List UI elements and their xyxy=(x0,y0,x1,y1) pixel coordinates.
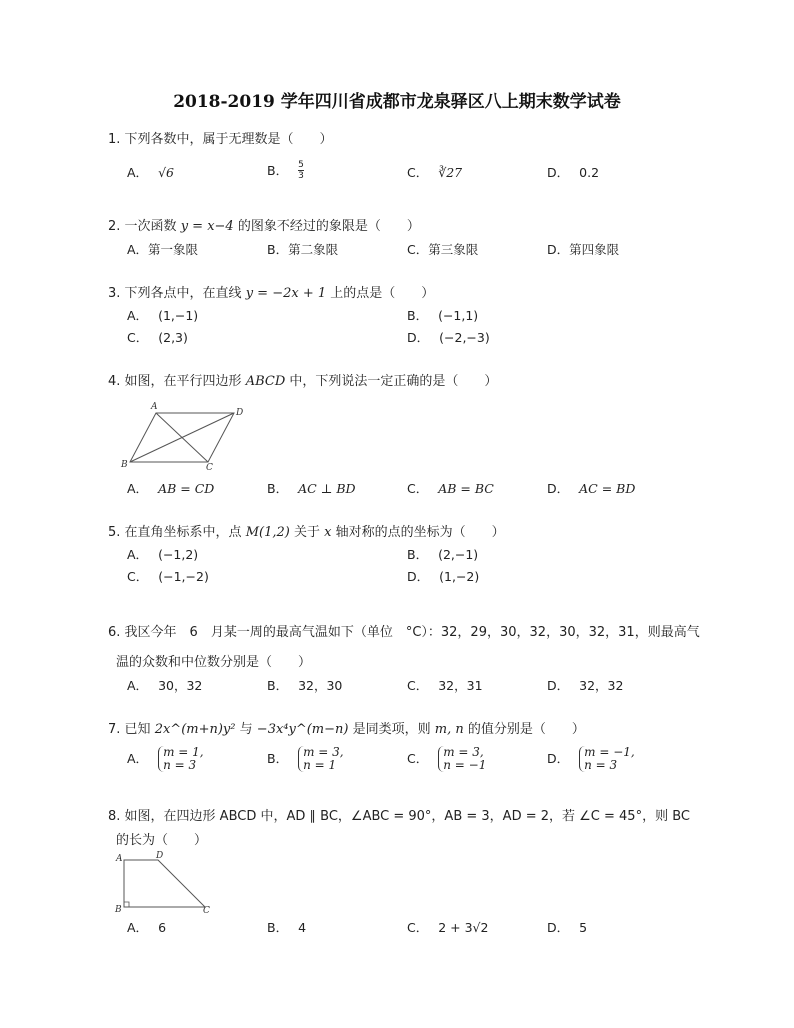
fraction-numerator: 5 xyxy=(298,160,304,170)
question-6-continued: 温的众数和中位数分别是（ ） xyxy=(116,655,312,670)
question-stem: 中，下列说法一定正确的是（ ） xyxy=(289,374,498,389)
option-text: 6 xyxy=(158,920,167,935)
q7-option-b[interactable] xyxy=(267,746,344,772)
option-label: C． xyxy=(127,330,149,345)
question-stem: 是同类项，则 xyxy=(352,722,431,737)
option-text: (2,3) xyxy=(158,330,188,345)
q2-option-b[interactable]: B．第二象限 xyxy=(267,242,339,257)
system-line: n = 1 xyxy=(303,758,337,772)
option-label: D． xyxy=(547,920,570,935)
question-8-continued: 的长为（ ） xyxy=(116,833,208,848)
option-label: A． xyxy=(127,678,149,693)
option-label: A． xyxy=(127,165,149,180)
q6-option-b[interactable] xyxy=(267,677,342,695)
option-label: C． xyxy=(407,920,429,935)
equation: y = −2x + 1 xyxy=(245,286,327,301)
q5-option-a[interactable] xyxy=(127,546,198,564)
option-text: 2 + 3√2 xyxy=(438,920,489,935)
option-text: 30，32 xyxy=(158,678,203,693)
equation-system xyxy=(579,746,635,772)
vertex-label-c: C xyxy=(206,463,213,473)
option-text: 32，31 xyxy=(438,678,483,693)
option-text: AB = CD xyxy=(158,481,215,496)
option-label: D． xyxy=(407,569,430,584)
question-3 xyxy=(108,285,434,303)
option-text: ∛27 xyxy=(438,165,463,180)
question-stem: 如图，在四边形 ABCD 中，AD ∥ BC，∠ABC = 90°，AB = 3，AD = 2，若 ∠C = 45°，则 BC xyxy=(124,809,690,824)
option-label: B． xyxy=(267,678,289,693)
q3-option-d[interactable] xyxy=(407,329,490,347)
question-stem: 上的点是（ ） xyxy=(330,286,435,301)
q4-option-a[interactable] xyxy=(127,480,214,498)
vertex-label-d: D xyxy=(236,408,244,418)
option-label: A． xyxy=(127,751,149,766)
option-label: C． xyxy=(407,165,429,180)
trapezoid-outline xyxy=(124,860,205,907)
q8-option-b[interactable] xyxy=(267,919,306,937)
option-label: A． xyxy=(127,920,149,935)
option-text: AB = BC xyxy=(438,481,494,496)
option-text: 4 xyxy=(298,920,307,935)
equation-system xyxy=(298,746,344,772)
equation: y = x−4 xyxy=(180,219,234,234)
q2-option-c[interactable]: C．第三象限 xyxy=(407,242,479,257)
equation: M(1,2) xyxy=(245,525,290,540)
system-line: n = 3 xyxy=(584,758,618,772)
question-stem: 我区今年 6 月某一周的最高气温如下（单位 °C）：32，29，30，32，30，32，31，则最高气 xyxy=(124,625,700,640)
equation-system xyxy=(158,746,204,772)
question-number: 6. xyxy=(108,625,121,640)
question-stem: 的值分别是（ ） xyxy=(467,722,585,737)
option-text: √6 xyxy=(158,165,174,180)
option-text: 32，30 xyxy=(298,678,343,693)
question-number: 1. xyxy=(108,132,121,147)
q5-option-b[interactable] xyxy=(407,546,478,564)
option-label: B． xyxy=(407,308,429,323)
question-2 xyxy=(108,218,420,236)
option-text: AC ⊥ BD xyxy=(298,481,356,496)
option-label: D． xyxy=(547,481,570,496)
q6-option-d[interactable] xyxy=(547,677,623,695)
option-label: B． xyxy=(407,547,429,562)
option-label: B． xyxy=(267,481,289,496)
question-stem: 如图，在平行四边形 xyxy=(124,374,242,389)
question-8 xyxy=(108,808,690,826)
equation: −3x⁴y^(m−n) xyxy=(256,722,349,737)
page-title: 2018-2019 学年四川省成都市龙泉驿区八上期末数学试卷 xyxy=(173,92,621,112)
question-stem: 轴对称的点的坐标为（ ） xyxy=(335,525,505,540)
vertex-label-d: D xyxy=(156,851,164,861)
system-line: n = 3 xyxy=(163,758,197,772)
option-text: (1,−2) xyxy=(439,569,480,584)
option-label: B． xyxy=(267,751,289,766)
parallelogram-figure xyxy=(118,400,258,472)
option-label: A． xyxy=(127,547,149,562)
equation: 2x^(m+n)y² xyxy=(154,722,236,737)
option-text: (−2,−3) xyxy=(439,330,490,345)
q3-option-c[interactable] xyxy=(127,329,188,347)
q1-option-b[interactable] xyxy=(267,160,304,181)
option-label: D． xyxy=(547,165,570,180)
option-text: (−1,2) xyxy=(158,547,199,562)
question-number: 5. xyxy=(108,525,121,540)
right-angle-mark xyxy=(124,902,129,907)
q1-option-d[interactable] xyxy=(547,164,599,182)
question-4 xyxy=(108,373,497,391)
equation-system xyxy=(438,746,486,772)
option-text: (−1,1) xyxy=(438,308,479,323)
q7-option-a[interactable] xyxy=(127,746,204,772)
q2-option-a[interactable]: A．第一象限 xyxy=(127,242,199,257)
question-stem: 下列各点中，在直线 xyxy=(124,286,242,301)
question-number: 2. xyxy=(108,219,121,234)
q3-option-b[interactable] xyxy=(407,307,478,325)
option-label: C． xyxy=(407,678,429,693)
question-5 xyxy=(108,524,505,542)
vertex-label-a: A xyxy=(151,402,158,412)
diagonal-bd xyxy=(130,413,234,462)
option-text: (−1,−2) xyxy=(158,569,209,584)
vertex-label-b: B xyxy=(115,905,122,915)
q8-option-c[interactable] xyxy=(407,919,488,937)
q8-option-d[interactable] xyxy=(547,919,587,937)
q7-option-c[interactable] xyxy=(407,746,486,772)
option-text: AC = BD xyxy=(579,481,636,496)
fraction xyxy=(298,160,304,181)
question-stem: 下列各数中，属于无理数是（ ） xyxy=(124,132,333,147)
option-label: D． xyxy=(547,678,570,693)
system-line: m = 1, xyxy=(163,745,204,759)
option-text: (2,−1) xyxy=(438,547,479,562)
trapezoid-figure xyxy=(112,852,222,918)
question-6 xyxy=(108,624,700,642)
question-number: 4. xyxy=(108,374,121,389)
question-stem: 的图象不经过的象限是（ ） xyxy=(237,219,420,234)
question-1 xyxy=(108,131,333,149)
question-stem: 一次函数 xyxy=(124,219,177,234)
question-stem: 在直角坐标系中，点 xyxy=(124,525,242,540)
q4-option-b[interactable] xyxy=(267,480,356,498)
question-7 xyxy=(108,721,585,739)
q4-option-d[interactable] xyxy=(547,480,635,498)
question-number: 8. xyxy=(108,809,121,824)
option-label: C． xyxy=(407,481,429,496)
option-label: D． xyxy=(407,330,430,345)
option-label: A． xyxy=(127,308,149,323)
vertex-label-c: C xyxy=(203,906,210,916)
option-text: 0.2 xyxy=(579,165,600,180)
option-text: 5 xyxy=(579,920,588,935)
equation: x xyxy=(324,525,332,540)
q5-option-c[interactable] xyxy=(127,568,209,586)
q2-option-d[interactable]: D．第四象限 xyxy=(547,242,620,257)
q8-option-a[interactable] xyxy=(127,919,166,937)
q1-option-c[interactable] xyxy=(407,164,462,182)
option-label: C． xyxy=(127,569,149,584)
vertex-label-a: A xyxy=(116,854,123,864)
option-text: (1,−1) xyxy=(158,308,199,323)
q6-option-c[interactable] xyxy=(407,677,483,695)
question-stem: 已知 xyxy=(124,722,151,737)
fraction-denominator: 3 xyxy=(298,171,304,181)
q1-option-a[interactable] xyxy=(127,164,174,182)
system-line: n = −1 xyxy=(443,758,487,772)
q4-option-c[interactable] xyxy=(407,480,494,498)
option-label: D． xyxy=(547,751,570,766)
vertex-label-b: B xyxy=(121,460,128,470)
system-line: m = 3, xyxy=(303,745,344,759)
equation: ABCD xyxy=(245,374,286,389)
system-line: m = 3, xyxy=(443,745,484,759)
q3-option-a[interactable] xyxy=(127,307,198,325)
option-label: A． xyxy=(127,481,149,496)
option-text: 32，32 xyxy=(579,678,624,693)
question-stem: 关于 xyxy=(293,525,320,540)
q5-option-d[interactable] xyxy=(407,568,479,586)
option-label: C． xyxy=(407,751,429,766)
option-label: B． xyxy=(267,920,289,935)
question-number: 3. xyxy=(108,286,121,301)
option-label: B． xyxy=(267,162,289,178)
q7-option-d[interactable] xyxy=(547,746,635,772)
system-line: m = −1, xyxy=(584,745,635,759)
equation: m, n xyxy=(434,722,464,737)
q6-option-a[interactable] xyxy=(127,677,202,695)
question-stem: 与 xyxy=(239,722,253,737)
question-number: 7. xyxy=(108,722,121,737)
